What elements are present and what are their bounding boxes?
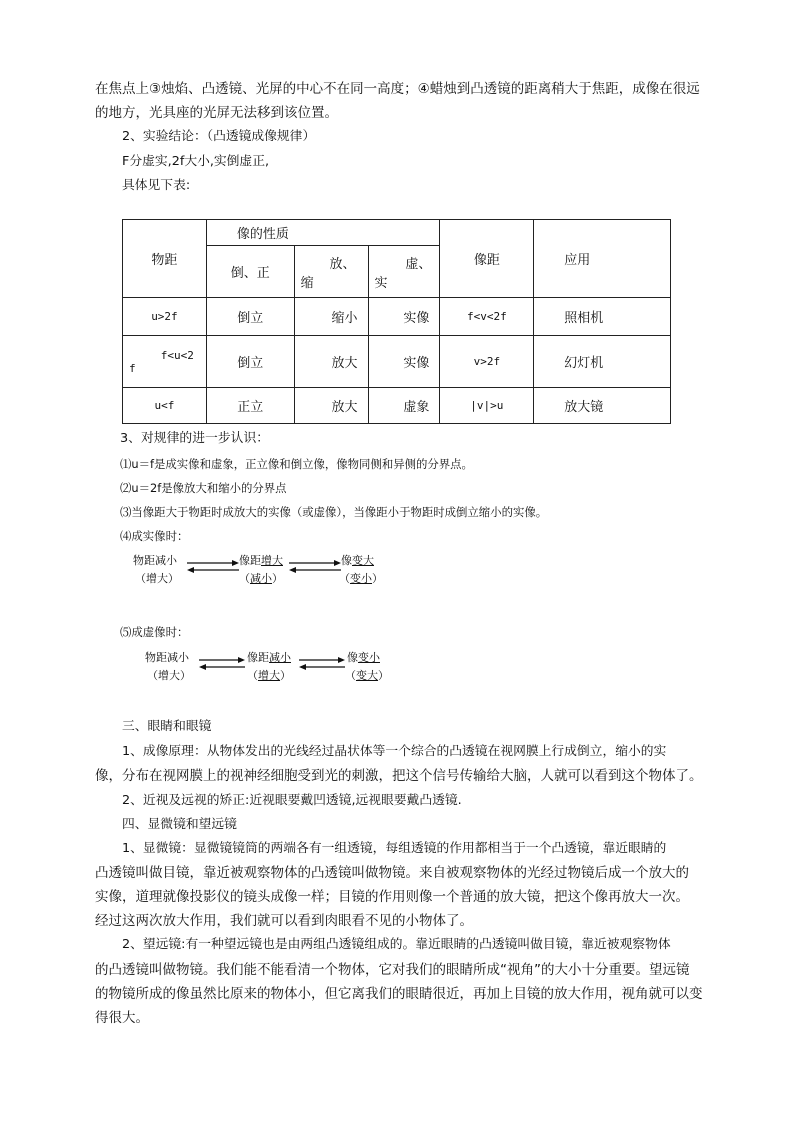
table-row	[123, 388, 671, 424]
cell-u: u>2f	[123, 298, 207, 336]
cell-orient: 倒立	[206, 298, 294, 336]
microscope-line-1: 1、显微镜：显微镜镜筒的两端各有一组透镜，每组透镜的作用都相当于一个凸透镜，靠近眼睛的	[122, 841, 667, 856]
cell-u-top: f<u<2	[160, 348, 194, 362]
telescope-line-3: 的物镜所成的像虽然比原来的物体小，但它离我们的眼睛很近，再加上目镜的放大作用，视角就可以变	[95, 986, 703, 1002]
header-real-bottom: 实	[374, 275, 388, 291]
real-obj-bottom: （增大）	[135, 572, 179, 585]
virtual-img-top: 像距减小	[247, 651, 291, 664]
real-double-arrow-1	[187, 560, 239, 574]
telescope-line-4: 得很大。	[95, 1010, 149, 1026]
virtual-img-bottom: （增大）	[247, 669, 291, 682]
conclusion-heading: 2、实验结论：（凸透镜成像规律）	[122, 129, 316, 144]
header-scale-top: 放、	[329, 256, 356, 272]
header-image-distance: 像距	[440, 220, 534, 298]
cell-kind: 实像	[368, 298, 440, 336]
cell-size: 放大	[294, 388, 368, 424]
cell-size: 缩小	[294, 298, 368, 336]
real-image-diagram	[133, 552, 393, 588]
header-application: 应用	[534, 220, 671, 298]
microscope-line-2: 凸透镜叫做目镜，靠近被观察物体的凸透镜叫做物镜。来自被观察物体的光经过物镜后成一个放大的	[95, 865, 689, 881]
eye-correction: 2、近视及远视的矫正:近视眼要戴凹透镜,远视眼要戴凸透镜.	[122, 793, 462, 808]
virtual-image-diagram	[145, 649, 405, 685]
real-size-top: 像变大	[341, 554, 374, 567]
cell-v: v>2f	[440, 336, 534, 388]
virtual-double-arrow-1	[199, 657, 245, 671]
header-scale-bottom: 缩	[300, 275, 314, 291]
conclusion-see-table: 具体见下表:	[122, 178, 191, 193]
virtual-obj-bottom: （增大）	[147, 669, 191, 682]
cell-app: 幻灯机	[534, 336, 671, 388]
microscope-line-3: 实像，道理就像投影仪的镜头成像一样；目镜的作用则像一个普通的放大镜，把这个像再放大一次。	[95, 889, 689, 905]
further-item-5: ⑸成虚像时：	[120, 625, 189, 639]
cell-kind: 实像	[368, 336, 440, 388]
header-image-nature: 像的性质	[206, 220, 440, 246]
further-item-1: ⑴u＝f是成实像和虚象，正立像和倒立像，像物同侧和异侧的分界点。	[120, 457, 473, 471]
intro-line-1: 在焦点上③烛焰、凸透镜、光屏的中心不在同一高度；④蜡烛到凸透镜的距离稍大于焦距，成像在很远	[95, 81, 700, 97]
cell-orient: 正立	[206, 388, 294, 424]
real-img-top: 像距增大	[239, 554, 283, 567]
cell-app: 放大镜	[534, 388, 671, 424]
cell-size: 放大	[294, 336, 368, 388]
cell-v: |v|>u	[440, 388, 534, 424]
header-scale	[294, 246, 368, 298]
telescope-line-2: 的凸透镜叫做物镜。我们能不能看清一个物体，它对我们的眼睛所成“视角”的大小十分重要。望远镜	[95, 962, 690, 978]
table-row	[123, 298, 671, 336]
lens-rules-table	[122, 219, 671, 424]
further-heading: 3、对规律的进一步认识：	[120, 431, 270, 446]
optics-heading: 四、显微镜和望远镜	[122, 817, 237, 832]
header-real	[368, 246, 440, 298]
eye-heading: 三、眼睛和眼镜	[122, 719, 212, 734]
intro-line-2: 的地方，光具座的光屏无法移到该位置。	[95, 105, 338, 121]
further-item-4: ⑷成实像时：	[120, 529, 189, 543]
cell-app: 照相机	[534, 298, 671, 336]
real-size-bottom: （变小）	[339, 572, 383, 585]
real-obj-top: 物距减小	[133, 554, 177, 567]
virtual-size-bottom: （变大）	[345, 669, 389, 682]
real-double-arrow-2	[289, 560, 341, 574]
real-img-bottom: （减小）	[239, 572, 283, 585]
virtual-size-top: 像变小	[347, 651, 380, 664]
cell-u: u<f	[123, 388, 207, 424]
eye-principle-line-2: 像，分布在视网膜上的视神经细胞受到光的刺激，把这个信号传输给大脑，人就可以看到这个物体了。	[95, 768, 703, 784]
microscope-line-4: 经过这两次放大作用，我们就可以看到肉眼看不见的小物体了。	[95, 913, 473, 929]
virtual-obj-top: 物距减小	[145, 651, 189, 664]
eye-principle-line-1: 1、成像原理：从物体发出的光线经过晶状体等一个综合的凸透镜在视网膜上行成倒立，缩小的实	[122, 744, 667, 759]
cell-orient: 倒立	[206, 336, 294, 388]
further-item-2: ⑵u＝2f是像放大和缩小的分界点	[120, 481, 287, 495]
cell-v: f<v<2f	[440, 298, 534, 336]
table-row	[123, 336, 671, 388]
virtual-double-arrow-2	[299, 657, 345, 671]
further-item-3: ⑶当像距大于物距时成放大的实像（或虚像），当像距小于物距时成倒立缩小的实像。	[120, 505, 548, 519]
cell-kind: 虚象	[368, 388, 440, 424]
header-real-top: 虚、	[405, 256, 432, 272]
conclusion-rule: F分虚实,2f大小,实倒虚正,	[122, 154, 270, 169]
header-object-distance: 物距	[123, 220, 207, 298]
cell-u-bottom: f	[129, 361, 136, 375]
telescope-line-1: 2、望远镜:有一种望远镜也是由两组凸透镜组成的。靠近眼睛的凸透镜叫做目镜，靠近被观察物体	[122, 937, 671, 952]
header-invert: 倒、正	[206, 246, 294, 298]
cell-u	[123, 336, 207, 388]
